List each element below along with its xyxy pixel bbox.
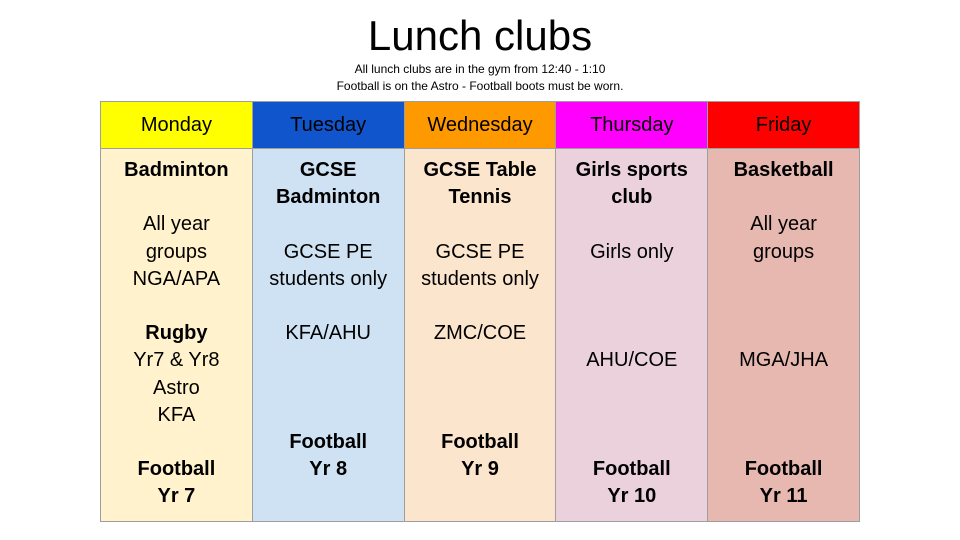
spacer-line — [405, 347, 556, 374]
club-line: All year — [143, 213, 210, 236]
spacer-line — [405, 402, 556, 429]
club-lines — [708, 149, 859, 511]
day-cell-wednesday — [404, 149, 556, 522]
spacer-line — [708, 320, 859, 347]
club-line: Basketball — [733, 159, 834, 181]
club-line: NGA/APA — [132, 267, 221, 290]
spacer-line — [556, 293, 707, 320]
spacer-line — [101, 429, 252, 456]
spacer-line — [708, 375, 859, 402]
spacer-line — [253, 375, 404, 402]
spacer-line — [253, 211, 404, 238]
club-line: GCSE PE — [435, 240, 525, 263]
spacer-line — [708, 266, 859, 293]
club-line: Rugby — [145, 322, 208, 345]
subtitle-line-time: All lunch clubs are in the gym from 12:40 - 1:10 — [354, 62, 606, 76]
spacer-line — [556, 375, 707, 402]
club-line: All year — [750, 213, 817, 236]
spacer-line — [708, 402, 859, 429]
club-line: Badminton — [275, 186, 381, 209]
club-line: KFA/AHU — [285, 322, 371, 345]
spacer-line — [405, 375, 556, 402]
club-line: Football — [137, 458, 216, 481]
spacer-line — [405, 211, 556, 238]
club-line: groups — [145, 240, 207, 263]
club-line: KFA — [157, 403, 196, 426]
day-header-row — [101, 102, 860, 149]
day-header-wednesday: Wednesday — [404, 102, 556, 149]
club-line: Football — [592, 458, 671, 481]
club-lines — [253, 149, 404, 483]
club-lines — [405, 149, 556, 483]
spacer-line — [556, 402, 707, 429]
page-title: Lunch clubs — [367, 12, 593, 59]
club-line: GCSE — [299, 159, 357, 181]
clubs-row — [101, 149, 860, 522]
day-cell-monday — [101, 149, 253, 522]
club-line: Yr 11 — [759, 485, 808, 508]
club-line: Yr 9 — [461, 458, 499, 481]
club-line: Football — [744, 458, 823, 481]
club-line: Yr 7 — [157, 485, 196, 508]
club-line: groups — [753, 240, 815, 263]
spacer-line — [556, 320, 707, 347]
day-cell-tuesday — [252, 149, 404, 522]
club-lines — [101, 149, 252, 511]
club-lines — [556, 149, 707, 511]
day-header-friday: Friday — [708, 102, 860, 149]
club-line: Football — [441, 430, 519, 453]
day-cell-thursday — [556, 149, 708, 522]
club-line: GCSE Table — [423, 159, 537, 181]
spacer-line — [556, 266, 707, 293]
spacer-line — [405, 293, 556, 320]
spacer-line — [708, 184, 859, 211]
club-line: students only — [269, 267, 388, 290]
club-line: MGA/JHA — [739, 349, 829, 372]
club-line: ZMC/COE — [433, 322, 527, 345]
clubs-table — [100, 101, 860, 522]
subtitle-line-football: Football is on the Astro - Football boots must be worn. — [336, 79, 624, 93]
spacer-line — [708, 293, 859, 320]
spacer-line — [101, 293, 252, 320]
club-line: Girls sports — [575, 159, 688, 181]
club-line: Yr 8 — [309, 458, 348, 481]
club-line: students only — [421, 267, 539, 290]
spacer-line — [253, 347, 404, 374]
day-header-tuesday: Tuesday — [252, 102, 404, 149]
club-line: Badminton — [124, 159, 229, 181]
day-cell-friday — [708, 149, 860, 522]
club-line: Yr 10 — [607, 485, 657, 508]
day-header-monday: Monday — [101, 102, 253, 149]
club-line: AHU/COE — [586, 349, 678, 372]
spacer-line — [556, 429, 707, 456]
spacer-line — [556, 211, 707, 238]
club-line: Tennis — [448, 186, 512, 209]
club-line: Football — [289, 430, 368, 453]
club-line: Girls only — [590, 240, 674, 263]
spacer-line — [101, 184, 252, 211]
club-line: club — [611, 186, 653, 209]
club-line: Astro — [153, 376, 200, 399]
spacer-line — [253, 293, 404, 320]
day-header-thursday: Thursday — [556, 102, 708, 149]
club-line: GCSE PE — [283, 240, 373, 263]
spacer-line — [253, 402, 404, 429]
spacer-line — [708, 429, 859, 456]
club-line: Yr7 & Yr8 — [133, 349, 220, 372]
